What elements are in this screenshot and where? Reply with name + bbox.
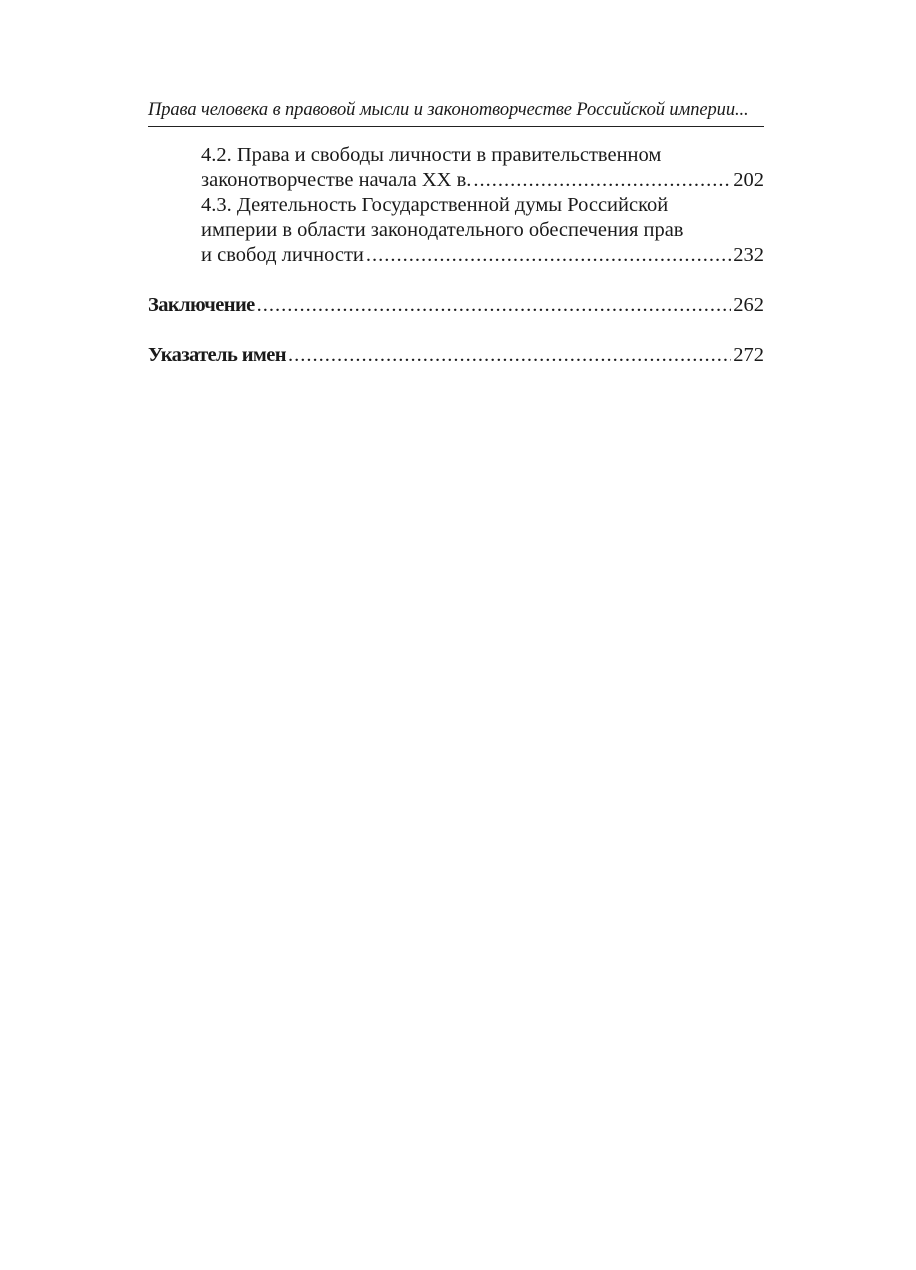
toc-entry-4-3-line1: 4.3. Деятельность Государственной думы Российской: [201, 194, 669, 216]
toc-name-index-page: 272: [733, 344, 764, 366]
dot-leader: [366, 243, 731, 268]
toc-entry-4-3-line2: империи в области законодательного обеспечения прав: [201, 219, 684, 241]
toc-entry-name-index: [148, 343, 764, 368]
toc-entry-4-3: [148, 193, 764, 268]
toc-conclusion-page: 262: [733, 294, 764, 316]
toc-entry-conclusion: [148, 293, 764, 318]
table-of-contents: [148, 143, 764, 368]
toc-name-index-title: Указатель имен: [148, 344, 286, 366]
toc-entry-4-2-leader: [201, 168, 764, 193]
toc-entry-4-2-line1: 4.2. Права и свободы личности в правительственном: [201, 144, 662, 166]
toc-entry-4-3-line3: и свобод личности: [201, 244, 364, 266]
dot-leader: [473, 168, 731, 193]
toc-entry-4-3-page: 232: [733, 244, 764, 266]
toc-entry-4-2-line2: законотворчестве начала XX в.: [201, 169, 472, 191]
toc-entry-4-2: [148, 143, 764, 193]
running-head: Права человека в правовой мысли и законотворчестве Российской империи...: [148, 98, 764, 127]
dot-leader: [257, 293, 732, 318]
dot-leader: [288, 343, 731, 368]
book-page: [148, 98, 764, 368]
toc-conclusion-title: Заключение: [148, 294, 255, 316]
toc-entry-4-2-page: 202: [733, 169, 764, 191]
toc-entry-4-3-leader: [201, 243, 764, 268]
